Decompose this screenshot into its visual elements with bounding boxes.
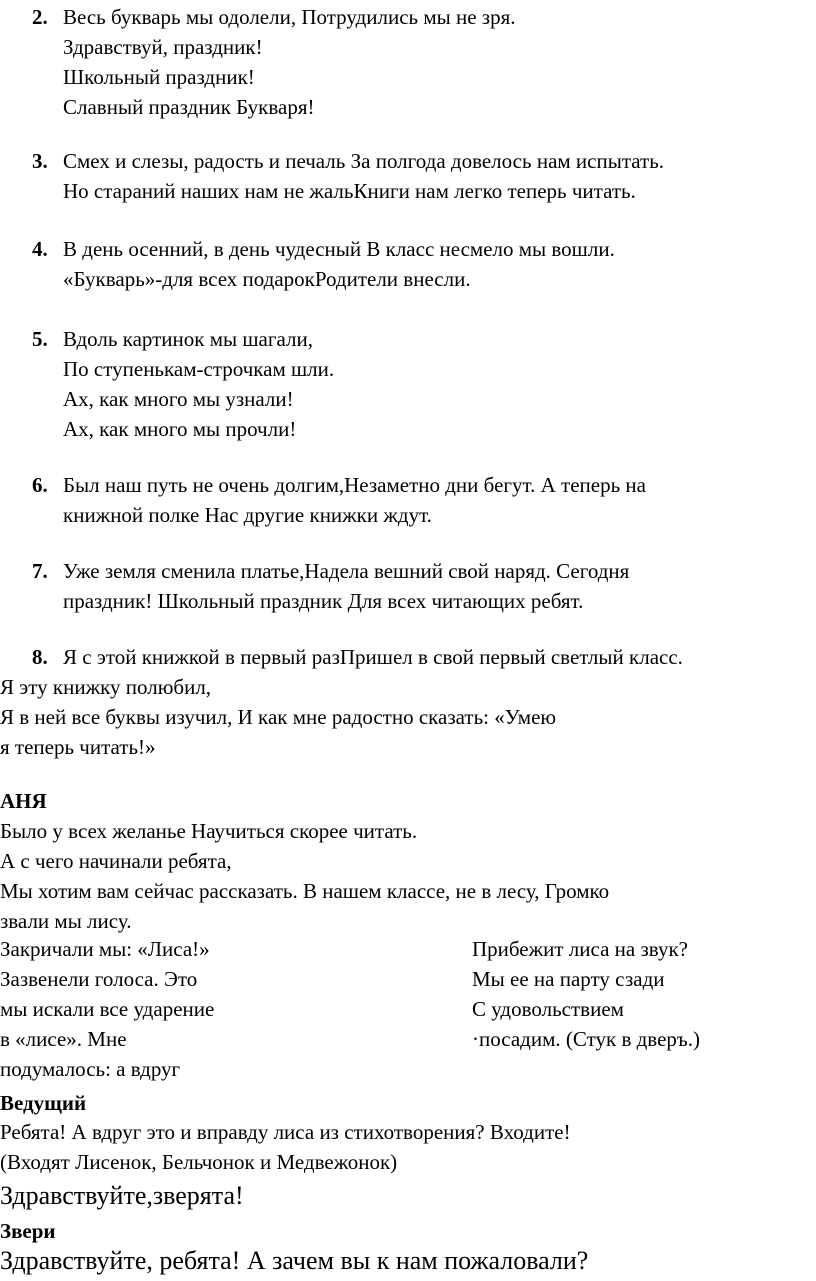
anya-line: звали мы лису.: [0, 909, 132, 933]
anya-line: Мы хотим вам сейчас рассказать. В нашем классе, не в лесу, Громко: [0, 879, 610, 903]
item-line: Школьный праздник!: [63, 65, 255, 89]
item-8-continuation: [0, 672, 816, 762]
animals-speaker: [0, 1216, 56, 1246]
item-number: 6.: [32, 473, 48, 497]
host-greeting: [0, 1179, 816, 1213]
column-line: Прибежит лиса на звук?: [472, 937, 688, 961]
continuation-line: я теперь читать!»: [0, 735, 156, 759]
column-line: мы искали все ударение: [0, 997, 215, 1021]
anya-line: А с чего начинали ребята,: [0, 849, 232, 873]
column-line: Зазвенели голоса. Это: [0, 967, 198, 991]
item-line: праздник! Школьный праздник Для всех читающих ребят.: [63, 589, 584, 613]
speaker-name: Ведущий: [0, 1091, 87, 1115]
column-line: ·посадим. (Стук в дверъ.): [472, 1027, 701, 1051]
host-text: [0, 1117, 816, 1177]
item-line: Был наш путь не очень долгим,Незаметно дни бегут. А теперь на: [63, 473, 646, 497]
item-line: Уже земля сменила платье,Надела вешний свой наряд. Сегодня: [63, 559, 630, 583]
column-line: Мы ее на парту сзади: [472, 967, 665, 991]
item-number: 7.: [32, 559, 48, 583]
item-line: Славный праздник Букваря!: [63, 95, 315, 119]
continuation-line: Я в ней все буквы изучил, И как мне радостно сказать: «Умею: [0, 705, 557, 729]
anya-line: Было у всех желанье Научиться скорее читать.: [0, 819, 418, 843]
animals-text: [0, 1244, 816, 1278]
item-line: Вдоль картинок мы шагали,: [63, 327, 313, 351]
item-line: Но стараний наших нам не жальКниги нам легко теперь читать.: [63, 179, 636, 203]
item-line: Ах, как много мы узнали!: [63, 387, 294, 411]
speaker-name: Звери: [0, 1219, 56, 1243]
host-speaker: [0, 1088, 86, 1118]
anya-left-column: [0, 934, 440, 1084]
animals-line: Здравствуйте, ребята! А зачем вы к нам пожаловали?: [0, 1246, 589, 1275]
anya-right-column: [472, 934, 812, 1054]
item-number: 2.: [32, 5, 48, 29]
continuation-line: Я эту книжку полюбил,: [0, 675, 212, 699]
speaker-name: АНЯ: [0, 789, 47, 813]
anya-speaker: [0, 786, 47, 816]
item-number: 8.: [32, 645, 48, 669]
greeting-line: Здравствуйте,зверята!: [0, 1181, 244, 1210]
item-number: 4.: [32, 237, 48, 261]
host-line: Ребята! А вдруг это и вправду лиса из стихотворения? Входите!: [0, 1120, 571, 1144]
item-number: 3.: [32, 149, 48, 173]
item-line: По ступенькам-строчкам шли.: [63, 357, 335, 381]
item-line: Весь букварь мы одолели, Потрудились мы не зря.: [63, 5, 516, 29]
column-line: С удовольствием: [472, 997, 624, 1021]
column-line: подумалось: а вдруг: [0, 1057, 181, 1081]
item-line: Я с этой книжкой в первый разПришел в свой первый светлый класс.: [63, 645, 683, 669]
item-line: В день осенний, в день чудесный В класс несмело мы вошли.: [63, 237, 615, 261]
item-line: Здравствуй, праздник!: [63, 35, 263, 59]
anya-text: [0, 816, 816, 936]
item-line: книжной полке Нас другие книжки ждут.: [63, 503, 432, 527]
column-line: Закричали мы: «Лиса!»: [0, 937, 210, 961]
item-number: 5.: [32, 327, 48, 351]
host-line: (Входят Лисенок, Бельчонок и Медвежонок): [0, 1150, 398, 1174]
item-line: Ах, как много мы прочли!: [63, 417, 297, 441]
column-line: в «лисе». Мне: [0, 1027, 127, 1051]
item-line: «Букварь»-для всех подарокРодители внесли.: [63, 267, 471, 291]
item-line: Смех и слезы, радость и печаль За полгода довелось нам испытать.: [63, 149, 665, 173]
